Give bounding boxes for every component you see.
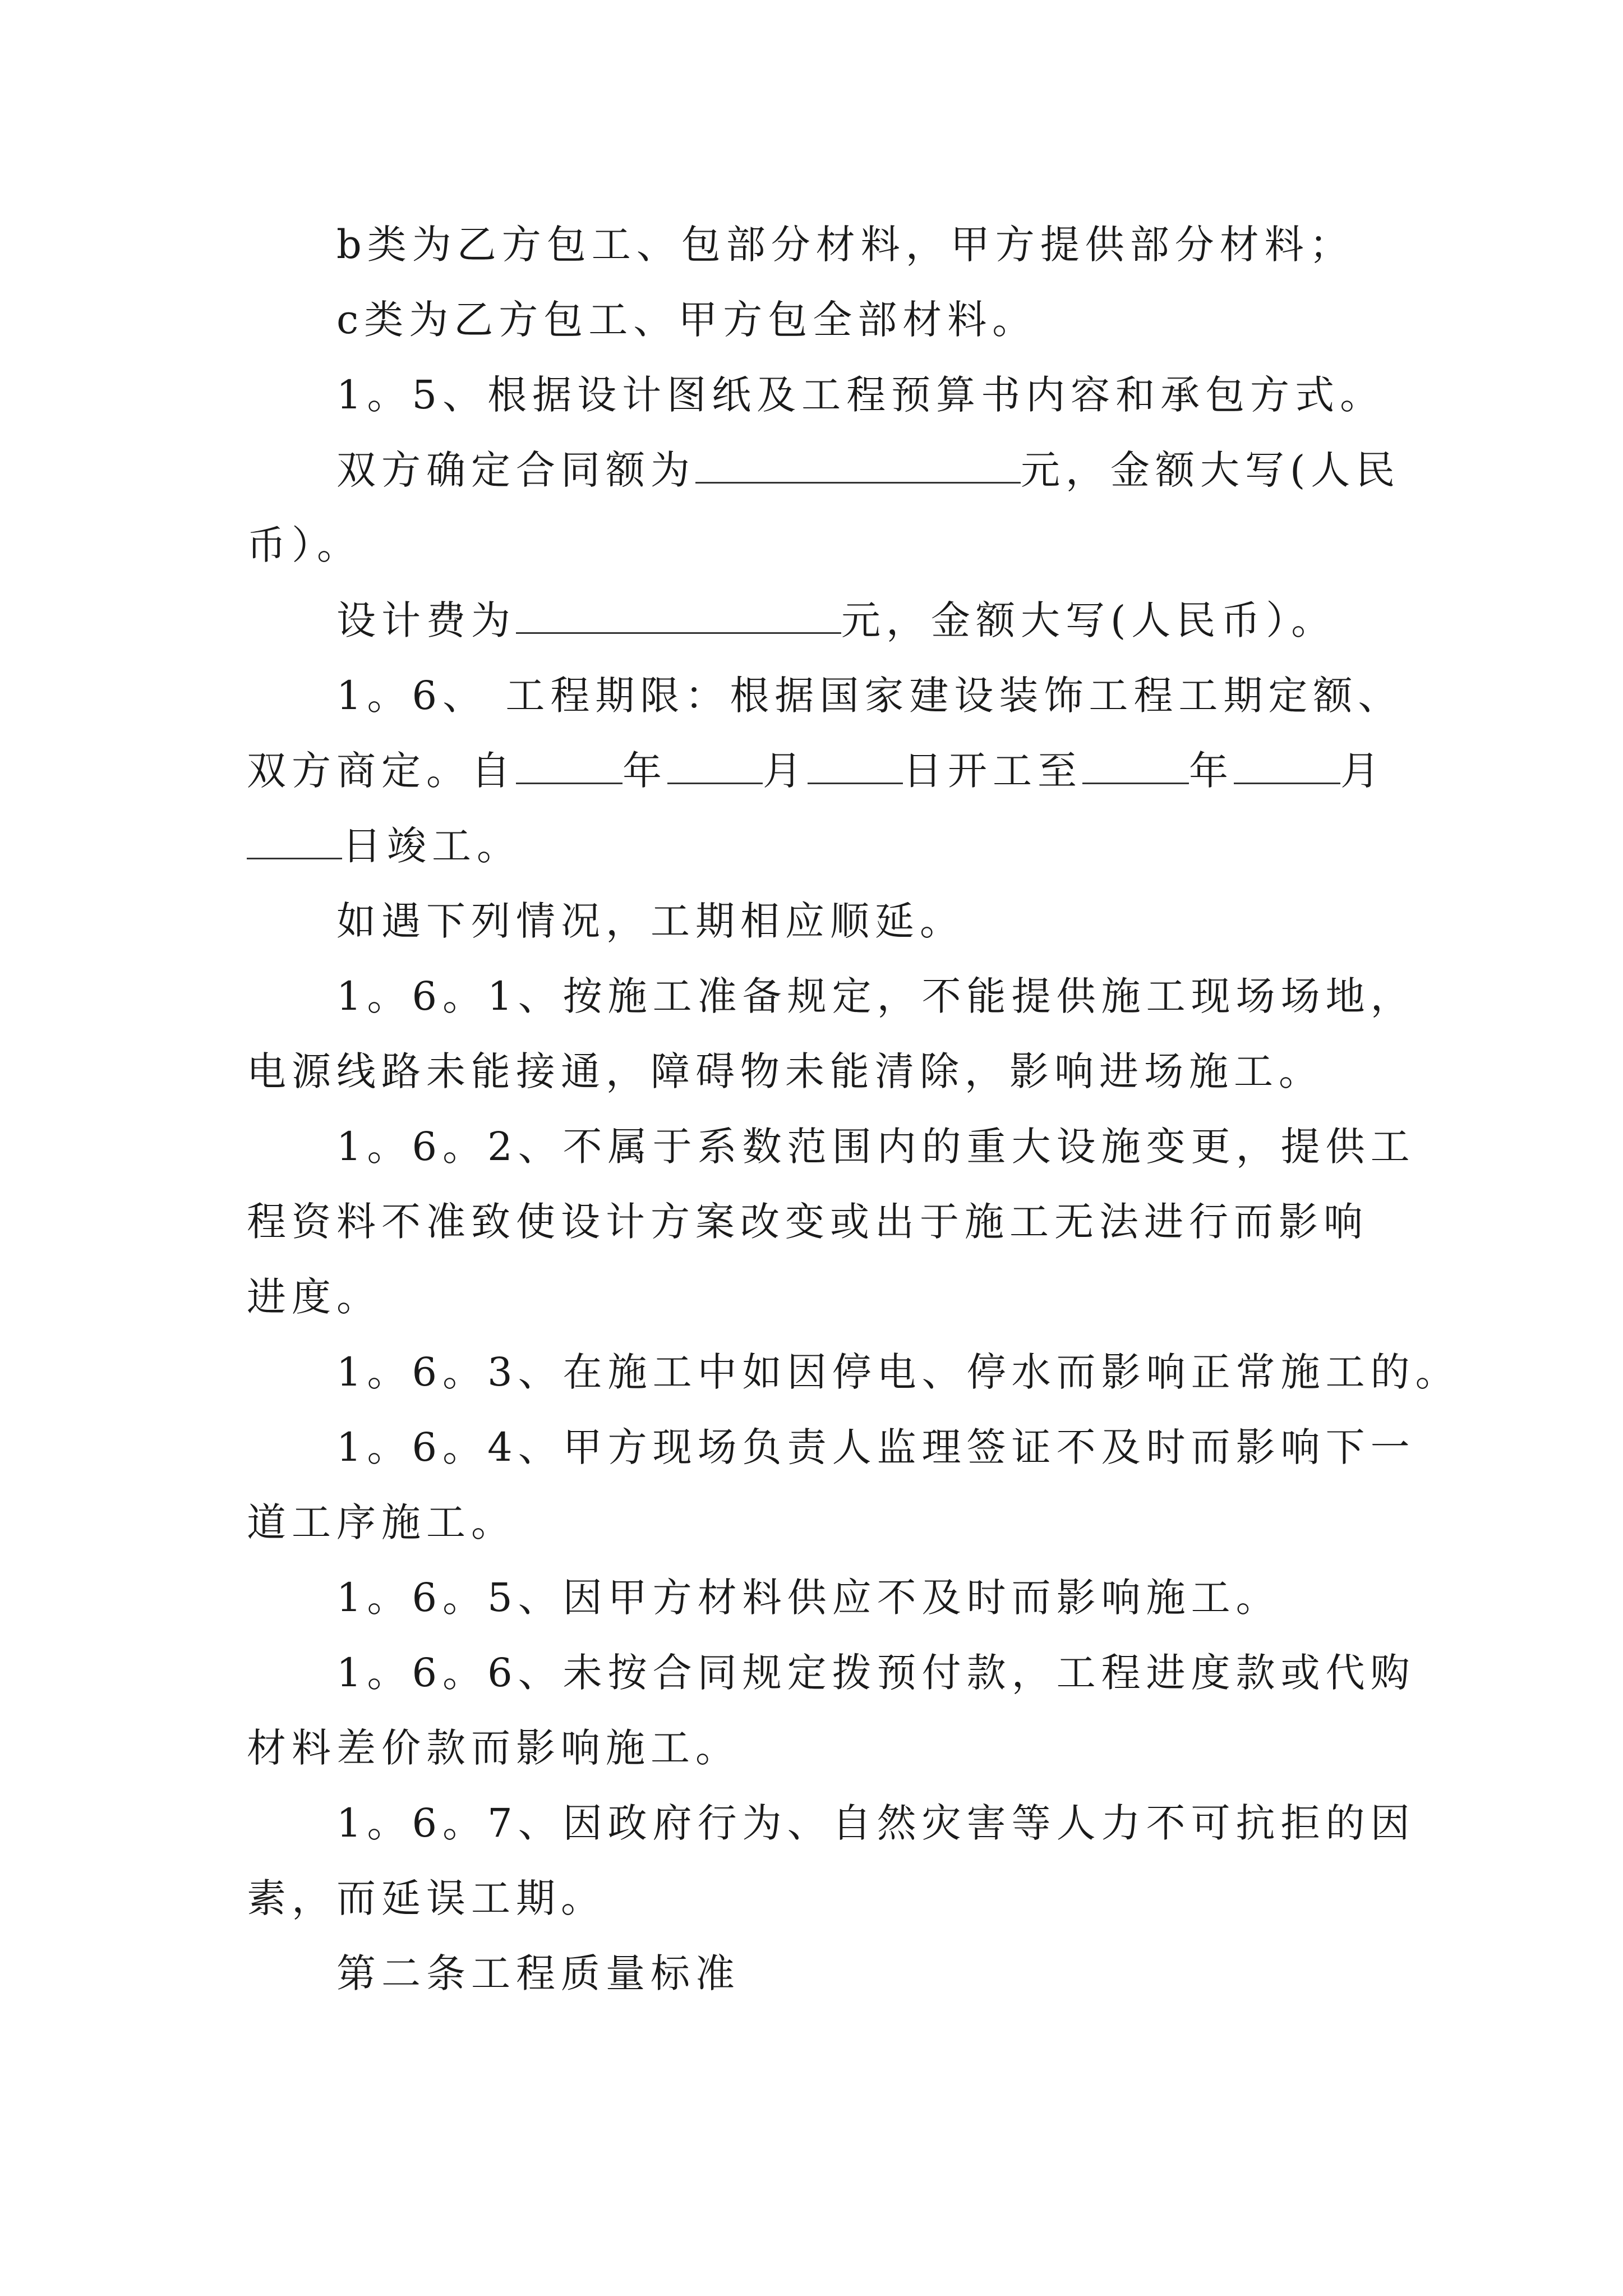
text-line: b类为乙方包工、包部分材料，甲方提供部分材料；	[336, 222, 1354, 268]
text-line: 日竣工。	[247, 818, 522, 874]
text-line: 1。6。5、因甲方材料供应不及时而影响施工。	[336, 1575, 1281, 1621]
fill-in-blank	[516, 748, 623, 784]
fill-in-blank	[247, 823, 342, 859]
text-line: c类为乙方包工、甲方包全部材料。	[336, 297, 1038, 343]
text-line: 1。6、 工程期限：根据国家建设装饰工程工期定额、	[336, 673, 1403, 719]
text-line: 电源线路未能接通，障碍物未能清除，影响进场施工。	[247, 1048, 1324, 1094]
text-line: 双方商定。自 年 月 日开工至 年 月	[247, 748, 1385, 794]
text-line: 1。6。4、甲方现场负责人监理签证不及时而影响下一	[336, 1424, 1415, 1470]
text-line: 素，而延误工期。	[247, 1875, 606, 1921]
text-line: 1。6。2、不属于系数范围内的重大设施变更，提供工	[336, 1124, 1415, 1170]
fill-in-blank	[1234, 748, 1340, 784]
text-line: 双方确定合同额为 元，金额大写(人民	[336, 447, 1401, 493]
text-line: 1。6。3、在施工中如因停电、停水而影响正常施工的。	[336, 1349, 1460, 1395]
fill-in-blank	[667, 748, 763, 784]
fill-in-blank	[695, 447, 1021, 484]
text-line: 币）。	[247, 522, 362, 568]
text-line: 道工序施工。	[247, 1499, 516, 1545]
text-line: 1。5、根据设计图纸及工程预算书内容和承包方式。	[336, 372, 1385, 418]
text-line: 1。6。1、按施工准备规定，不能提供施工现场场地，	[336, 973, 1415, 1019]
text-line: 进度。	[247, 1274, 381, 1320]
fill-in-blank	[1082, 748, 1189, 784]
text-line: 设计费为 元，金额大写(人民币）。	[336, 597, 1336, 643]
text-line: 材料差价款而影响施工。	[247, 1725, 740, 1771]
text-line: 1。6。6、未按合同规定拨预付款，工程进度款或代购	[336, 1650, 1415, 1696]
fill-in-blank	[808, 748, 903, 784]
fill-in-blank	[516, 597, 841, 634]
text-line: 如遇下列情况，工期相应顺延。	[336, 898, 965, 944]
section-heading: 第二条工程质量标准	[336, 1950, 740, 1996]
text-line: 程资料不准致使设计方案改变或出于施工无法进行而影响	[247, 1199, 1368, 1245]
text-line: 1。6。7、因政府行为、自然灾害等人力不可抗拒的因	[336, 1800, 1415, 1846]
